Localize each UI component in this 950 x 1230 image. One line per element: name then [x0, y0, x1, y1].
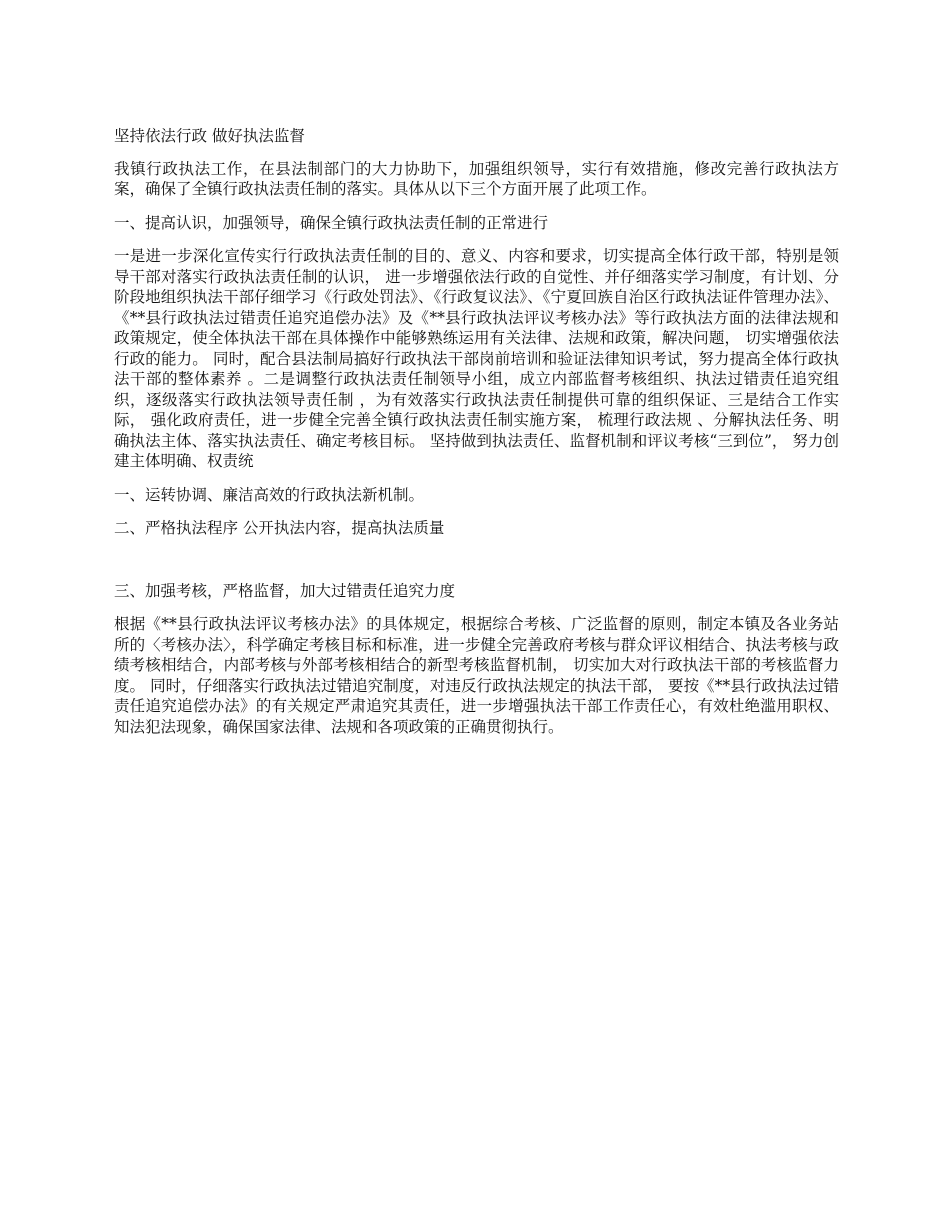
- document-page: [114, 126, 839, 750]
- section2-heading: 二、严格执法程序 公开执法内容，提高执法质量: [114, 519, 445, 537]
- section1-continuation: 一、运转协调、廉洁高效的行政执法新机制。: [114, 485, 425, 504]
- section3-body: 根据《**县行政执法评议考核办法》的具体规定，根据综合考核、广泛监督的原则，制定本镇及各业务站所的〈考核办法〉，科学确定考核目标和标准，进一步健全完善政府考核与群众评议相结合、执法考核与政绩考核相结合，内部考核与外部考核相结合的新型考核监督机制， 切实加大对行政执法干部的考核监督力度。 同时，仔细落实行政执法过错追究制度，对违反行政执法规定的执法干部， 要按《**县行政执法过错责任追究追偿办法》的有关规定严肃追究其责任，进一步增强执法干部工作责任心，有效杜绝滥用职权、知法犯法现象，确保国家法律、法规和各项政策的正确贯彻执行。: [114, 615, 839, 736]
- section3-heading: 三、加强考核，严格监督，加大过错责任追究力度: [114, 581, 456, 600]
- section1-body: 一是进一步深化宣传实行行政执法责任制的目的、意义、内容和要求，切实提高全体行政干部，特别是领导干部对落实行政执法责任制的认识， 进一步增强依法行政的自觉性、并仔细落实学习制度，有计划、分阶段地组织执法干部仔细学习《行政处罚法》、《行政复议法》、《宁夏回族自治区行政执法证件管理办法》、《**县行政执法过错责任追究追偿办法》及《**县行政执法评议考核办法》等行政执法方面的法律法规和政策规定，使全体执法干部在具体操作中能够熟练运用有关法律、法规和政策，解决问题， 切实增强依法行政的能力。 同时，配合县法制局搞好行政执法干部岗前培训和验证法律知识考试，努力提高全体行政执法干部的整体素养 。二是调整行政执法责任制领导小组，成立内部监督考核组织、执法过错责任追究组织，逐级落实行政执法领导责任制 ，为有效落实行政执法责任制提供可靠的组织保证、三是结合工作实际， 强化政府责任，进一步健全完善全镇行政执法责任制实施方案， 梳理行政法规 、分解执法任务、明确执法主体、落实执法责任、确定考核目标。 坚持做到执法责任、监督机制和评议考核“三到位”， 努力创建主体明确、权责统: [114, 247, 839, 470]
- document-title: 坚持依法行政 做好执法监督: [114, 127, 305, 145]
- section1-heading: 一、提高认识，加强领导，确保全镇行政执法责任制的正常进行: [114, 213, 549, 232]
- intro-paragraph: 我镇行政执法工作，在县法制部门的大力协助下，加强组织领导，实行有效措施，修改完善行政执法方案，确保了全镇行政执法责任制的落实。具体从以下三个方面开展了此项工作。: [114, 159, 839, 198]
